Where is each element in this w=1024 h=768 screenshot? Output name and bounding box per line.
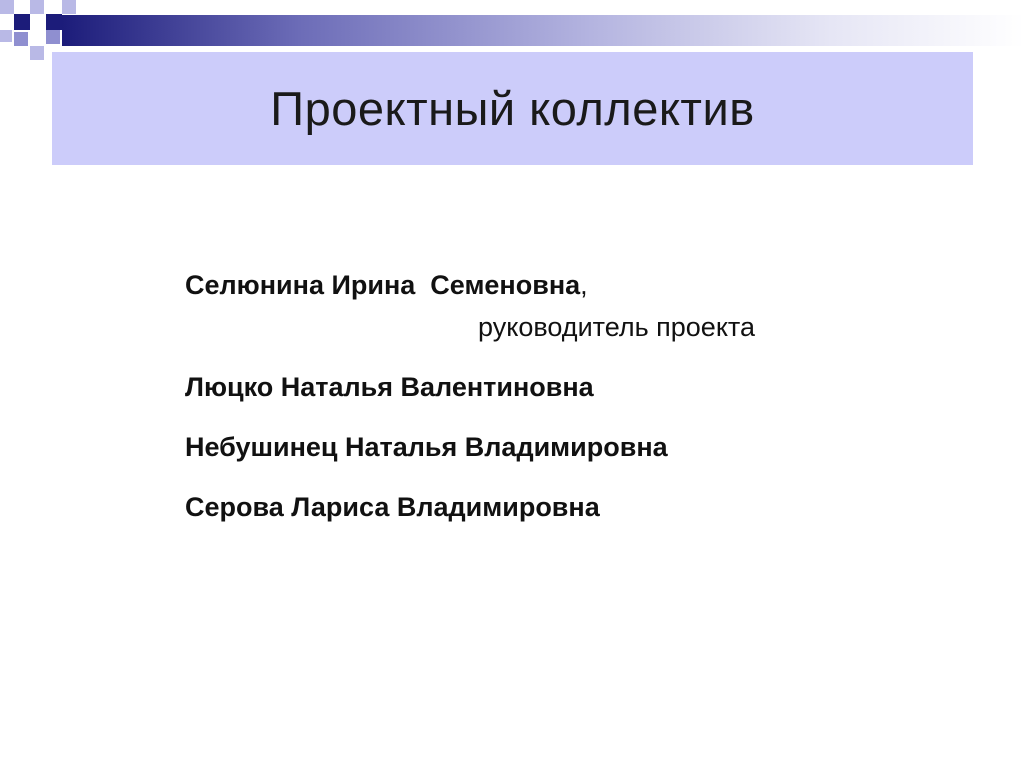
title-band xyxy=(52,52,973,165)
member-item xyxy=(185,370,885,404)
member-item xyxy=(185,490,885,524)
decor-square xyxy=(30,0,44,14)
member-role: руководитель проекта xyxy=(478,312,756,342)
header-gradient-bar xyxy=(62,15,1024,46)
member-item xyxy=(185,430,885,464)
decor-square xyxy=(14,14,30,30)
decor-square xyxy=(46,14,62,30)
member-name-suffix: , xyxy=(580,270,588,300)
member-name: Небушинец Наталья Владимировна xyxy=(185,432,668,462)
decor-square xyxy=(30,46,44,60)
member-list xyxy=(185,268,885,524)
decor-square xyxy=(46,30,60,44)
decor-square xyxy=(0,0,14,14)
decor-square xyxy=(14,32,28,46)
decor-square xyxy=(0,30,12,42)
decor-square xyxy=(62,0,76,14)
page-title: Проектный коллектив xyxy=(270,82,755,135)
member-item xyxy=(185,268,885,302)
member-name: Селюнина Ирина Семеновна xyxy=(185,270,581,300)
member-name: Серова Лариса Владимировна xyxy=(185,492,600,522)
member-name: Люцко Наталья Валентиновна xyxy=(185,372,594,402)
